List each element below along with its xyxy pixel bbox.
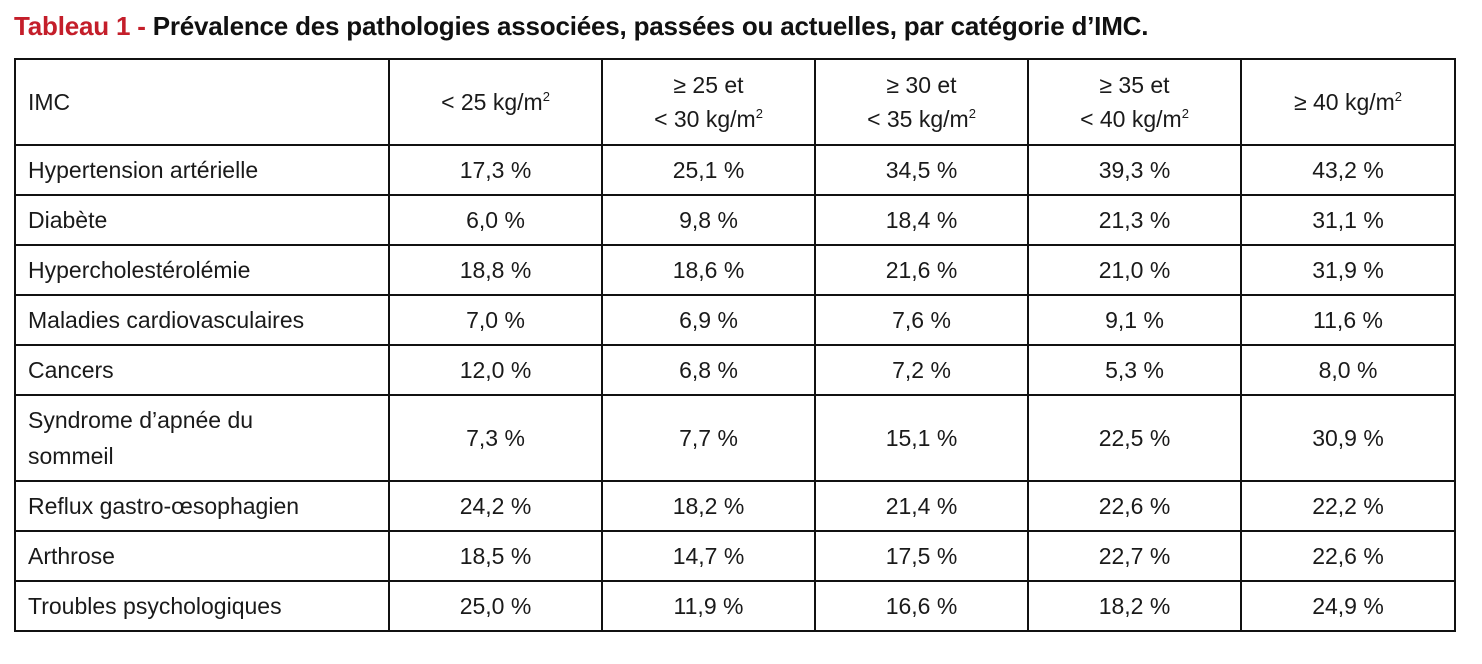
value-cell: 18,4 % (815, 195, 1028, 245)
value-cell: 7,0 % (389, 295, 602, 345)
table-title-text: Prévalence des pathologies associées, passées ou actuelles, par catégorie d’IMC. (152, 11, 1149, 41)
value-cell: 9,8 % (602, 195, 815, 245)
value-cell: 7,6 % (815, 295, 1028, 345)
table-row (15, 245, 1455, 295)
row-label-cell (15, 481, 389, 531)
header-col-superscript: 2 (755, 106, 763, 121)
header-col-line (390, 85, 601, 119)
value-cell: 18,2 % (1028, 581, 1241, 631)
header-col-1 (389, 59, 602, 145)
header-col-line (1029, 68, 1240, 102)
header-col-text: < 30 kg/m (654, 106, 756, 132)
value-cell: 7,3 % (389, 395, 602, 481)
header-col-line (1029, 102, 1240, 136)
value-cell: 22,6 % (1028, 481, 1241, 531)
value-cell: 21,4 % (815, 481, 1028, 531)
header-col-text: ≥ 35 et (1099, 72, 1170, 98)
row-label-cell (15, 295, 389, 345)
header-col-text: ≥ 30 et (886, 72, 957, 98)
value-cell: 6,0 % (389, 195, 602, 245)
value-cell: 25,1 % (602, 145, 815, 195)
header-col-2 (602, 59, 815, 145)
header-col-text: ≥ 25 et (673, 72, 744, 98)
value-cell: 22,7 % (1028, 531, 1241, 581)
value-cell: 11,9 % (602, 581, 815, 631)
row-label: Reflux gastro-œsophagien (28, 493, 300, 519)
header-col-line (816, 102, 1027, 136)
value-cell: 21,6 % (815, 245, 1028, 295)
header-col-4 (1028, 59, 1241, 145)
row-label-cell (15, 581, 389, 631)
header-col-text: < 40 kg/m (1080, 106, 1182, 132)
row-label-cell (15, 195, 389, 245)
row-label: Syndrome d’apnée du sommeil (28, 407, 254, 469)
table-title (14, 11, 1148, 42)
row-label: Cancers (28, 357, 114, 383)
row-label-cell (15, 345, 389, 395)
value-cell: 12,0 % (389, 345, 602, 395)
table-title-prefix: Tableau 1 - (14, 11, 153, 41)
value-cell: 18,2 % (602, 481, 815, 531)
header-col-text: < 25 kg/m (441, 89, 543, 115)
table-body (15, 145, 1455, 631)
header-col-line (1242, 85, 1454, 119)
value-cell: 9,1 % (1028, 295, 1241, 345)
table-row (15, 295, 1455, 345)
header-col-superscript: 2 (1181, 106, 1189, 121)
value-cell: 17,3 % (389, 145, 602, 195)
value-cell: 39,3 % (1028, 145, 1241, 195)
header-col-text: < 35 kg/m (867, 106, 969, 132)
table-row (15, 531, 1455, 581)
header-col-3 (815, 59, 1028, 145)
value-cell: 31,9 % (1241, 245, 1455, 295)
table-row (15, 481, 1455, 531)
header-col-superscript: 2 (1394, 89, 1403, 104)
row-label-cell (15, 531, 389, 581)
value-cell: 21,0 % (1028, 245, 1241, 295)
table-row (15, 195, 1455, 245)
header-col-line (603, 102, 814, 136)
value-cell: 18,8 % (389, 245, 602, 295)
value-cell: 25,0 % (389, 581, 602, 631)
row-label: Arthrose (28, 543, 115, 569)
value-cell: 21,3 % (1028, 195, 1241, 245)
value-cell: 30,9 % (1241, 395, 1455, 481)
value-cell: 7,7 % (602, 395, 815, 481)
value-cell: 11,6 % (1241, 295, 1455, 345)
header-col-text: ≥ 40 kg/m (1293, 89, 1395, 115)
row-label-cell (15, 145, 389, 195)
header-col-superscript: 2 (968, 106, 976, 121)
header-col-line (603, 68, 814, 102)
value-cell: 17,5 % (815, 531, 1028, 581)
table-row (15, 345, 1455, 395)
value-cell: 14,7 % (602, 531, 815, 581)
value-cell: 31,1 % (1241, 195, 1455, 245)
value-cell: 6,9 % (602, 295, 815, 345)
value-cell: 34,5 % (815, 145, 1028, 195)
value-cell: 22,6 % (1241, 531, 1455, 581)
table-row (15, 145, 1455, 195)
header-col-5 (1241, 59, 1455, 145)
value-cell: 5,3 % (1028, 345, 1241, 395)
value-cell: 22,2 % (1241, 481, 1455, 531)
header-corner-imc: IMC (15, 59, 389, 145)
value-cell: 43,2 % (1241, 145, 1455, 195)
row-label-cell (15, 245, 389, 295)
value-cell: 8,0 % (1241, 345, 1455, 395)
row-label: Troubles psychologiques (28, 593, 282, 619)
value-cell: 24,2 % (389, 481, 602, 531)
value-cell: 7,2 % (815, 345, 1028, 395)
prevalence-table (14, 58, 1456, 632)
table-row (15, 581, 1455, 631)
header-row (15, 59, 1455, 145)
value-cell: 18,6 % (602, 245, 815, 295)
row-label: Maladies cardiovasculaires (28, 307, 305, 333)
value-cell: 15,1 % (815, 395, 1028, 481)
row-label-cell (15, 395, 389, 481)
row-label: Hypertension artérielle (28, 157, 259, 183)
value-cell: 22,5 % (1028, 395, 1241, 481)
header-col-superscript: 2 (542, 89, 550, 104)
value-cell: 24,9 % (1241, 581, 1455, 631)
value-cell: 18,5 % (389, 531, 602, 581)
row-label: Diabète (28, 207, 108, 233)
row-label: Hypercholestérolémie (28, 257, 251, 283)
value-cell: 16,6 % (815, 581, 1028, 631)
table-row (15, 395, 1455, 481)
value-cell: 6,8 % (602, 345, 815, 395)
header-col-line (816, 68, 1027, 102)
